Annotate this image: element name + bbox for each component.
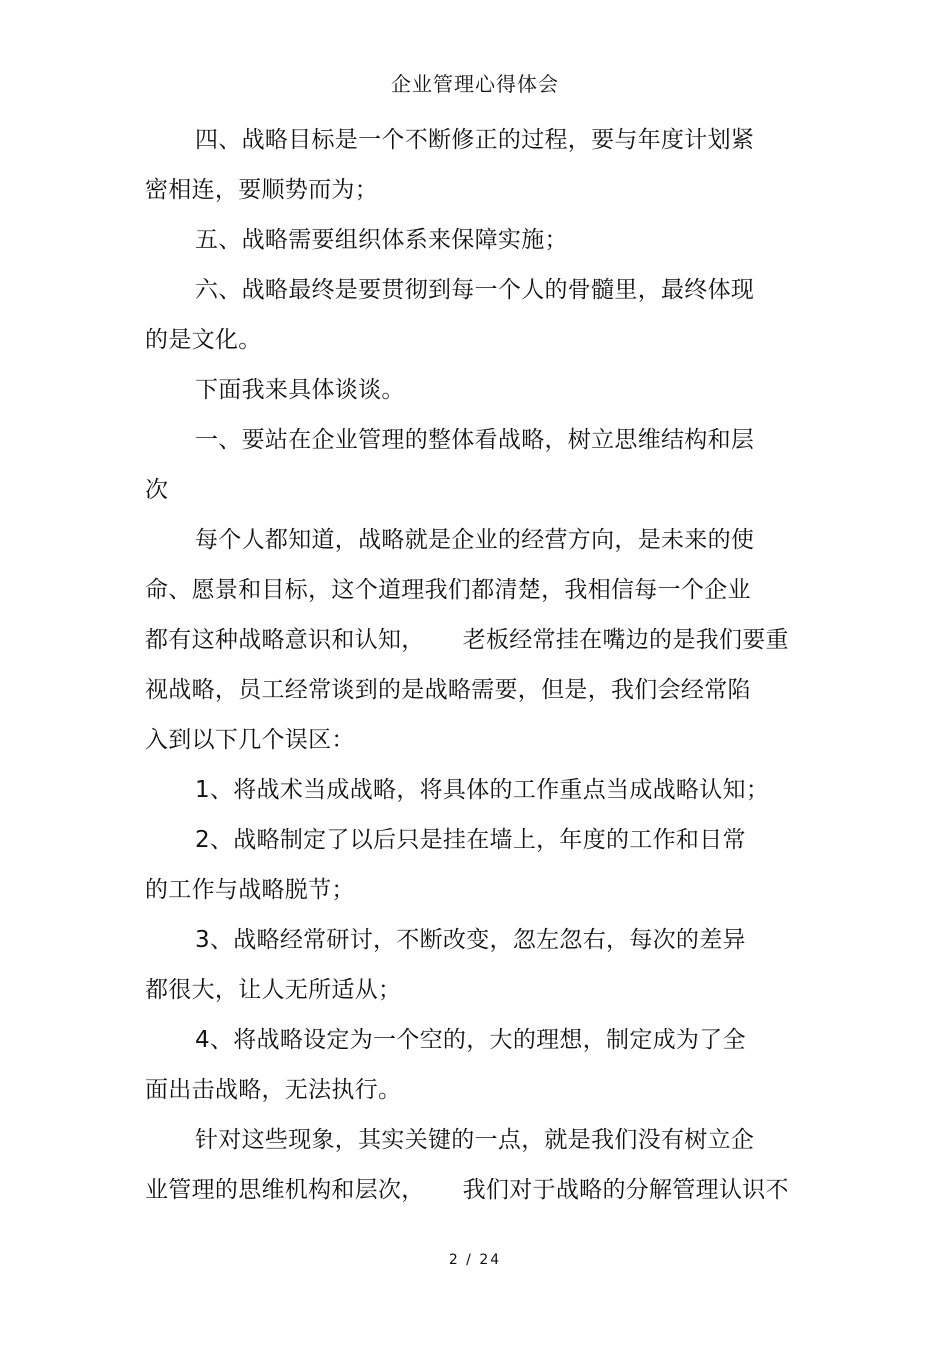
text-line: 每个人都知道，战略就是企业的经营方向，是未来的使	[195, 527, 755, 553]
text-line: 命、愿景和目标，这个道理我们都清楚，我相信每一个企业	[145, 577, 751, 603]
text-line: 针对这些现象，其实关键的一点，就是我们没有树立企	[195, 1127, 755, 1153]
text-line: 一、要站在企业管理的整体看战略，树立思维结构和层	[195, 427, 755, 453]
text-line: 都有这种战略意识和认知， 老板经常挂在嘴边的是我们要重	[145, 627, 789, 653]
text-line: 次	[145, 477, 169, 503]
text-line: 都很大，让人无所适从；	[145, 977, 402, 1003]
text-line: 六、战略最终是要贯彻到每一个人的骨髓里，最终体现	[195, 277, 755, 303]
text-line: 1、将战术当成战略，将具体的工作重点当成战略认知；	[195, 777, 770, 803]
text-line: 面出击战略，无法执行。	[145, 1077, 402, 1103]
text-line: 视战略，员工经常谈到的是战略需要，但是，我们会经常陷	[145, 677, 751, 703]
text-line: 的是文化。	[145, 327, 262, 353]
text-line: 2、战略制定了以后只是挂在墙上，年度的工作和日常	[195, 827, 746, 853]
text-line: 四、战略目标是一个不断修正的过程，要与年度计划紧	[195, 127, 755, 153]
text-line: 下面我来具体谈谈。	[195, 377, 405, 403]
text-line: 五、战略需要组织体系来保障实施；	[195, 227, 568, 253]
text-line: 4、将战略设定为一个空的，大的理想，制定成为了全	[195, 1027, 746, 1053]
text-line: 业管理的思维机构和层次， 我们对于战略的分解管理认识不	[145, 1177, 789, 1203]
text-line: 密相连，要顺势而为；	[145, 177, 378, 203]
text-line: 3、战略经常研讨，不断改变，忽左忽右，每次的差异	[195, 927, 746, 953]
page-title: 企业管理心得体会	[391, 72, 559, 96]
text-line: 的工作与战略脱节；	[145, 877, 355, 903]
text-line: 入到以下几个误区：	[145, 727, 355, 753]
page-number: 2 / 24	[448, 1252, 502, 1268]
